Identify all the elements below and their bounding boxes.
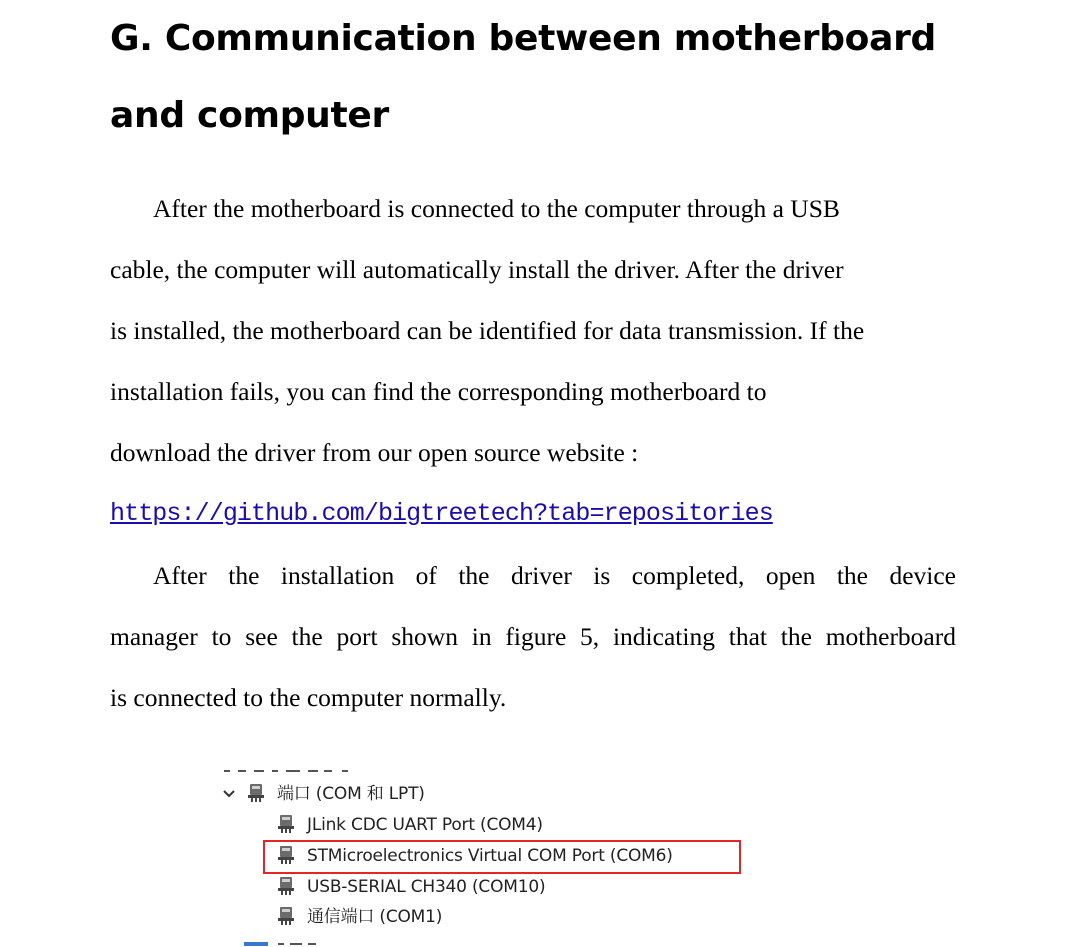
paragraph-1-line-3: is installed, the motherboard can be identified for data transmission. If the bbox=[110, 316, 865, 345]
paragraph-2-line-2: manager to see the port shown in figure 5, indicating that the motherboard bbox=[110, 622, 956, 651]
port-item-com1[interactable]: 通信端口 (COM1) bbox=[307, 907, 443, 927]
port-connector-icon bbox=[278, 814, 294, 834]
paragraph-1-line-4: installation fails, you can find the corresponding motherboard to bbox=[110, 377, 767, 406]
paragraph-2-line-1: After the installation of the driver is completed, open the device bbox=[153, 561, 956, 590]
paragraph-2-line-3: is connected to the computer normally. bbox=[110, 683, 507, 712]
ports-category-label[interactable]: 端口 (COM 和 LPT) bbox=[277, 784, 425, 804]
port-item-ch340[interactable]: USB-SERIAL CH340 (COM10) bbox=[307, 877, 546, 897]
device-manager-figure bbox=[216, 765, 776, 947]
github-repositories-link[interactable]: https://github.com/bigtreetech?tab=repositories bbox=[110, 499, 773, 528]
paragraph-1-line-5: download the driver from our open source website : bbox=[110, 438, 639, 467]
port-connector-icon bbox=[278, 845, 294, 865]
port-connector-icon bbox=[278, 906, 294, 926]
cropped-row-fragment bbox=[224, 765, 364, 773]
cropped-row-fragment bbox=[244, 939, 364, 947]
port-connector-icon bbox=[248, 783, 264, 803]
section-heading bbox=[110, 0, 1010, 154]
paragraph-1-line-1: After the motherboard is connected to the computer through a USB bbox=[153, 194, 840, 223]
port-item-stmicroelectronics[interactable]: STMicroelectronics Virtual COM Port (COM6) bbox=[307, 846, 673, 866]
paragraph-1-line-2: cable, the computer will automatically install the driver. After the driver bbox=[110, 255, 844, 284]
heading-line-2: and computer bbox=[110, 95, 389, 136]
chevron-down-icon[interactable] bbox=[223, 789, 235, 799]
port-connector-icon bbox=[278, 876, 294, 896]
port-item-jlink[interactable]: JLink CDC UART Port (COM4) bbox=[307, 815, 543, 835]
heading-line-1: G. Communication between motherboard bbox=[110, 18, 937, 59]
